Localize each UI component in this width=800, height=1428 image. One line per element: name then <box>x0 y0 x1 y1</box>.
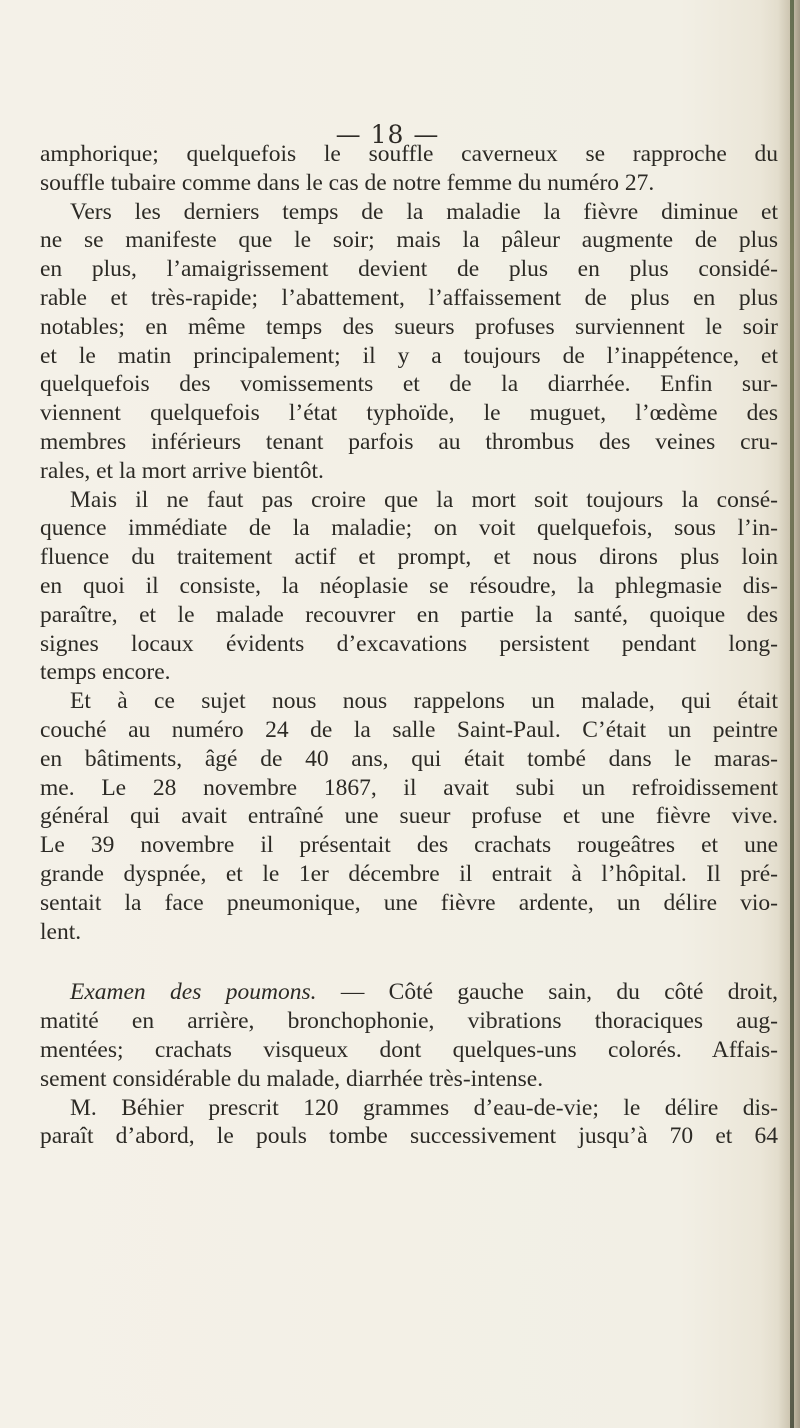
text-line: rable et très-rapide; l’abattement, l’affaissement de plus en plus <box>40 284 778 311</box>
binding-edge <box>790 0 794 1428</box>
text-line: quence immédiate de la maladie; on voit quelquefois, sous l’in- <box>40 515 778 542</box>
text-line: général qui avait entraîné une sueur profuse et une fièvre vive. <box>40 803 778 830</box>
text-line: amphorique; quelquefois le souffle caverneux se rapproche du <box>40 141 778 167</box>
text-line <box>40 978 778 1007</box>
text-line: me. Le 28 novembre 1867, il avait subi un refroidissement <box>40 774 778 801</box>
text-line: temps encore. <box>40 659 171 686</box>
paragraph-examen <box>40 978 778 1093</box>
text-line: fluence du traitement actif et prompt, et nous dirons plus loin <box>40 544 778 571</box>
text-line: Mais il ne faut pas croire que la mort soit toujours la consé- <box>70 486 778 513</box>
section-gap <box>40 946 778 978</box>
text-line: paraît d’abord, le pouls tombe successivement jusqu’à 70 et 64 <box>40 1123 778 1150</box>
text-line: couché au numéro 24 de la salle Saint-Paul. C’était un peintre <box>40 716 778 743</box>
text-line: Et à ce sujet nous nous rappelons un malade, qui était <box>70 688 778 715</box>
text-line: matité en arrière, bronchophonie, vibrations thoraciques aug- <box>40 1008 778 1035</box>
page-number: — 18 — <box>335 120 440 149</box>
text-line: Le 39 novembre il présentait des crachats rougeâtres et une <box>40 832 778 859</box>
text-line: ne se manifeste que le soir; mais la pâleur augmente de plus <box>40 227 778 254</box>
text-line: M. Béhier prescrit 120 grammes d’eau-de-vie; le délire dis- <box>70 1094 778 1121</box>
paragraph-1 <box>40 140 778 198</box>
text-line: membres inférieurs tenant parfois au thrombus des veines cru- <box>40 428 778 455</box>
paragraph-6 <box>40 1094 778 1152</box>
text-line: sement considérable du malade, diarrhée très-intense. <box>40 1065 544 1092</box>
text-run: — Côté gauche sain, du côté droit, <box>316 979 778 1006</box>
text-line: mentées; crachats visqueux dont quelques-uns colorés. Affais- <box>40 1036 778 1063</box>
section-heading: Examen des poumons. <box>70 979 317 1006</box>
text-line: souffle tubaire comme dans le cas de notre femme du numéro 27. <box>40 169 655 196</box>
text-line: lent. <box>40 918 82 945</box>
text-line: grande dyspnée, et le 1er décembre il entrait à l’hôpital. Il pré- <box>40 860 778 887</box>
text-line: paraître, et le malade recouvrer en partie la santé, quoique des <box>40 601 778 628</box>
text-line: en quoi il consiste, la néoplasie se résoudre, la phlegmasie dis- <box>40 572 778 599</box>
text-line: signes locaux évidents d’excavations persistent pendant long- <box>40 630 778 657</box>
text-line: viennent quelquefois l’état typhoïde, le muguet, l’œdème des <box>40 400 778 427</box>
text-line: et le matin principalement; il y a toujours de l’inappétence, et <box>40 342 778 369</box>
text-line: notables; en même temps des sueurs profuses surviennent le soir <box>40 313 778 340</box>
text-line: sentait la face pneumonique, une fièvre ardente, un délire vio- <box>40 889 778 916</box>
page-edge-shadow <box>778 0 800 1428</box>
text-line: en plus, l’amaigrissement devient de plus en plus considé- <box>40 256 778 283</box>
text-line: en bâtiments, âgé de 40 ans, qui était tombé dans le maras- <box>40 745 778 772</box>
body-text <box>40 140 778 1151</box>
paragraph-4 <box>40 687 778 946</box>
text-line: Vers les derniers temps de la maladie la fièvre diminue et <box>70 198 778 225</box>
text-line: rales, et la mort arrive bientôt. <box>40 457 324 484</box>
paragraph-2 <box>40 198 778 486</box>
paragraph-3 <box>40 486 778 688</box>
text-line: quelquefois des vomissements et de la diarrhée. Enfin sur- <box>40 371 778 398</box>
